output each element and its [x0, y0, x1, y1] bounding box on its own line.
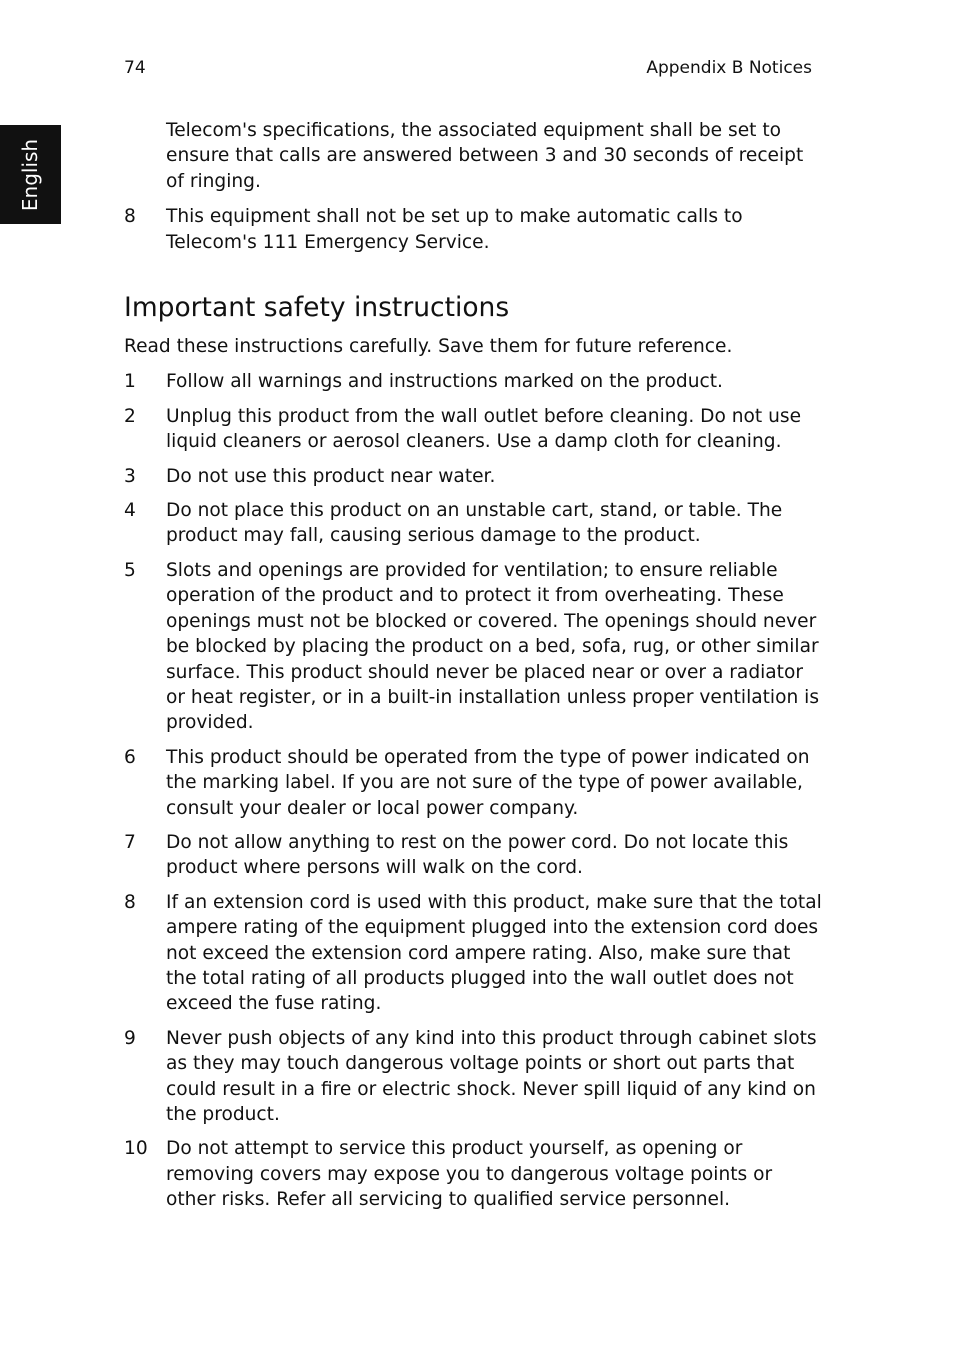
- list-item-number: 6: [124, 746, 136, 768]
- list-item-text: Do not allow anything to rest on the power cord. Do not locate this product where persons will walk on the cord.: [166, 831, 789, 879]
- continued-paragraph: Telecom's specifications, the associated equipment shall be set to ensure that calls are answered between 3 and 30 seconds of receipt of ringing.: [166, 120, 804, 192]
- language-tab: [0, 125, 61, 224]
- list-item: [124, 1136, 824, 1212]
- list-item-text: Never push objects of any kind into this product through cabinet slots as they may touch dangerous voltage points or short out parts that could result in a fire or electric shock. Never spill liquid of any kind on the product.: [166, 1027, 817, 1125]
- list-item-text: Slots and openings are provided for ventilation; to ensure reliable operation of the product and to protect it from overheating. These openings must not be blocked or covered. The openings should never be blocked by placing the product on a bed, sofa, rug, or other similar surface. This product should never be placed near or over a radiator or heat register, or in a built-in installation unless proper ventilation is provided.: [166, 559, 820, 734]
- list-item: [124, 830, 824, 881]
- list-item: [124, 558, 824, 736]
- list-item-text: If an extension cord is used with this product, make sure that the total ampere rating of the equipment plugged into the extension cord does not exceed the extension cord ampere rating. Also, make sure that the total rating of all products plugged into the wall outlet does not exceed the fuse rating.: [166, 891, 822, 1015]
- language-tab-label: English: [18, 138, 42, 212]
- list-item-number: 8: [124, 891, 136, 913]
- list-item: [124, 745, 824, 821]
- list-item: [124, 404, 824, 455]
- list-item-number: 8: [124, 206, 136, 228]
- list-item-number: 7: [124, 831, 136, 853]
- list-item-text: Do not place this product on an unstable cart, stand, or table. The product may fall, causing serious damage to the product.: [166, 500, 783, 547]
- list-item-number: 9: [124, 1027, 136, 1049]
- running-header: Appendix B Notices: [646, 58, 812, 78]
- list-item-text: Do not use this product near water.: [166, 465, 496, 487]
- list-item: [124, 464, 824, 489]
- list-item-text: This equipment shall not be set up to make automatic calls to Telecom's 111 Emergency Service.: [166, 206, 743, 253]
- list-item: [124, 1026, 824, 1128]
- list-item-number: 5: [124, 559, 136, 581]
- list-item-number: 3: [124, 465, 136, 487]
- page-content: [124, 118, 824, 1222]
- list-item-text: Follow all warnings and instructions marked on the product.: [166, 371, 723, 393]
- list-item: [124, 369, 824, 394]
- list-item-number: 4: [124, 500, 136, 522]
- section-intro: Read these instructions carefully. Save them for future reference.: [124, 336, 733, 358]
- section-heading: Important safety instructions: [124, 292, 510, 324]
- list-item-number: 2: [124, 405, 136, 427]
- page-number: 74: [124, 58, 146, 78]
- list-item-number: 1: [124, 371, 136, 393]
- list-item: [124, 498, 824, 549]
- list-item-text: Unplug this product from the wall outlet before cleaning. Do not use liquid cleaners or aerosol cleaners. Use a damp cloth for cleaning.: [166, 405, 802, 453]
- list-item-text: This product should be operated from the type of power indicated on the marking label. If you are not sure of the type of power available, consult your dealer or local power company.: [166, 746, 810, 819]
- list-item: [124, 890, 824, 1017]
- list-item: [124, 204, 824, 255]
- list-item-text: Do not attempt to service this product yourself, as opening or removing covers may expose you to dangerous voltage points or other risks. Refer all servicing to qualified service personnel.: [166, 1138, 773, 1211]
- list-item-number: 10: [124, 1138, 148, 1160]
